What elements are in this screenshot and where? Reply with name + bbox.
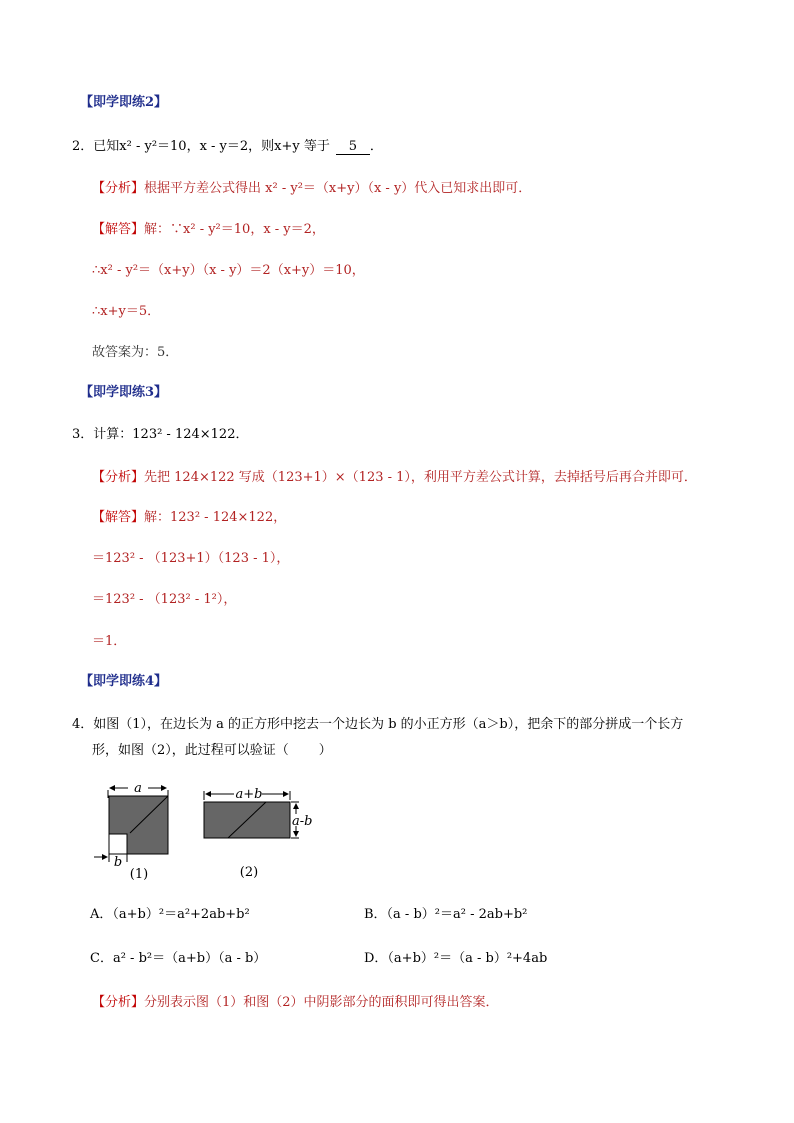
figure-1 xyxy=(94,781,168,882)
figure-2-caption: (2) xyxy=(239,865,259,880)
analysis-4 xyxy=(92,995,499,1011)
solution-2-line-2: ∴x² - y²＝（x+y）（x - y）＝2（x+y）＝10， xyxy=(92,263,365,278)
question-4-line-1: 4．如图（1），在边长为 a 的正方形中挖去一个边长为 b 的小正方形（a＞b），把余下的部分拼成一个长方 xyxy=(72,717,684,732)
question-4-text-2: 形，如图（2），此过程可以验证（ xyxy=(92,743,289,758)
figure-2 xyxy=(204,787,312,880)
analysis-4-text: 分别表示图（1）和图（2）中阴影部分的面积即可得出答案． xyxy=(144,995,499,1010)
solution-tag: 【解答】 xyxy=(92,510,145,525)
analysis-tag: 【分析】 xyxy=(92,995,145,1010)
solution-3-text-1: 解：123² - 124×122， xyxy=(144,510,287,525)
figure-1-caption: (1) xyxy=(129,867,149,882)
solution-2-text-1: 解：∵x² - y²＝10，x - y＝2， xyxy=(144,222,325,237)
analysis-tag: 【分析】 xyxy=(92,470,145,485)
question-4-paren-close: ） xyxy=(318,743,332,758)
solution-2-line-4: 故答案为：5． xyxy=(92,345,179,360)
question-2-answer: 5 xyxy=(336,140,370,155)
question-2-end: ． xyxy=(369,139,383,154)
option-b: B．（a - b）²＝a² - 2ab+b² xyxy=(364,907,528,922)
analysis-tag: 【分析】 xyxy=(92,181,145,196)
practice-2-heading: 【即学即练2】 xyxy=(80,95,168,110)
solution-tag: 【解答】 xyxy=(92,222,145,237)
practice-4-heading: 【即学即练4】 xyxy=(80,674,168,689)
option-a: A．（a+b）²＝a²+2ab+b² xyxy=(90,907,250,922)
label-a: a xyxy=(134,781,142,796)
label-a-minus-b: a-b xyxy=(292,814,313,829)
label-a-plus-b: a+b xyxy=(235,787,263,802)
solution-3-line-3: ＝123² - （123² - 1²）， xyxy=(92,592,237,607)
label-b: b xyxy=(113,855,123,870)
question-2-text: 2．已知x² - y²＝10，x - y＝2，则x+y 等于 xyxy=(72,139,330,154)
practice-3-heading: 【即学即练3】 xyxy=(80,385,168,400)
option-d: D．（a+b）²＝（a - b）²+4ab xyxy=(364,951,548,966)
solution-3-line-4: ＝1． xyxy=(92,634,127,649)
option-c: C．a² - b²＝（a+b）（a - b） xyxy=(90,951,267,966)
small-square-removed xyxy=(109,834,127,854)
question-3: 3．计算：123² - 124×122． xyxy=(72,427,249,442)
analysis-3-text: 先把 124×122 写成（123+1）×（123 - 1），利用平方差公式计算，去掉括号后再合并即可． xyxy=(144,470,697,485)
solution-2-line-3: ∴x+y＝5． xyxy=(92,304,161,319)
analysis-2-text: 根据平方差公式得出 x² - y²＝（x+y）（x - y）代入已知求出即可． xyxy=(144,181,532,196)
solution-3-line-2: ＝123² - （123+1）（123 - 1）， xyxy=(92,551,290,566)
